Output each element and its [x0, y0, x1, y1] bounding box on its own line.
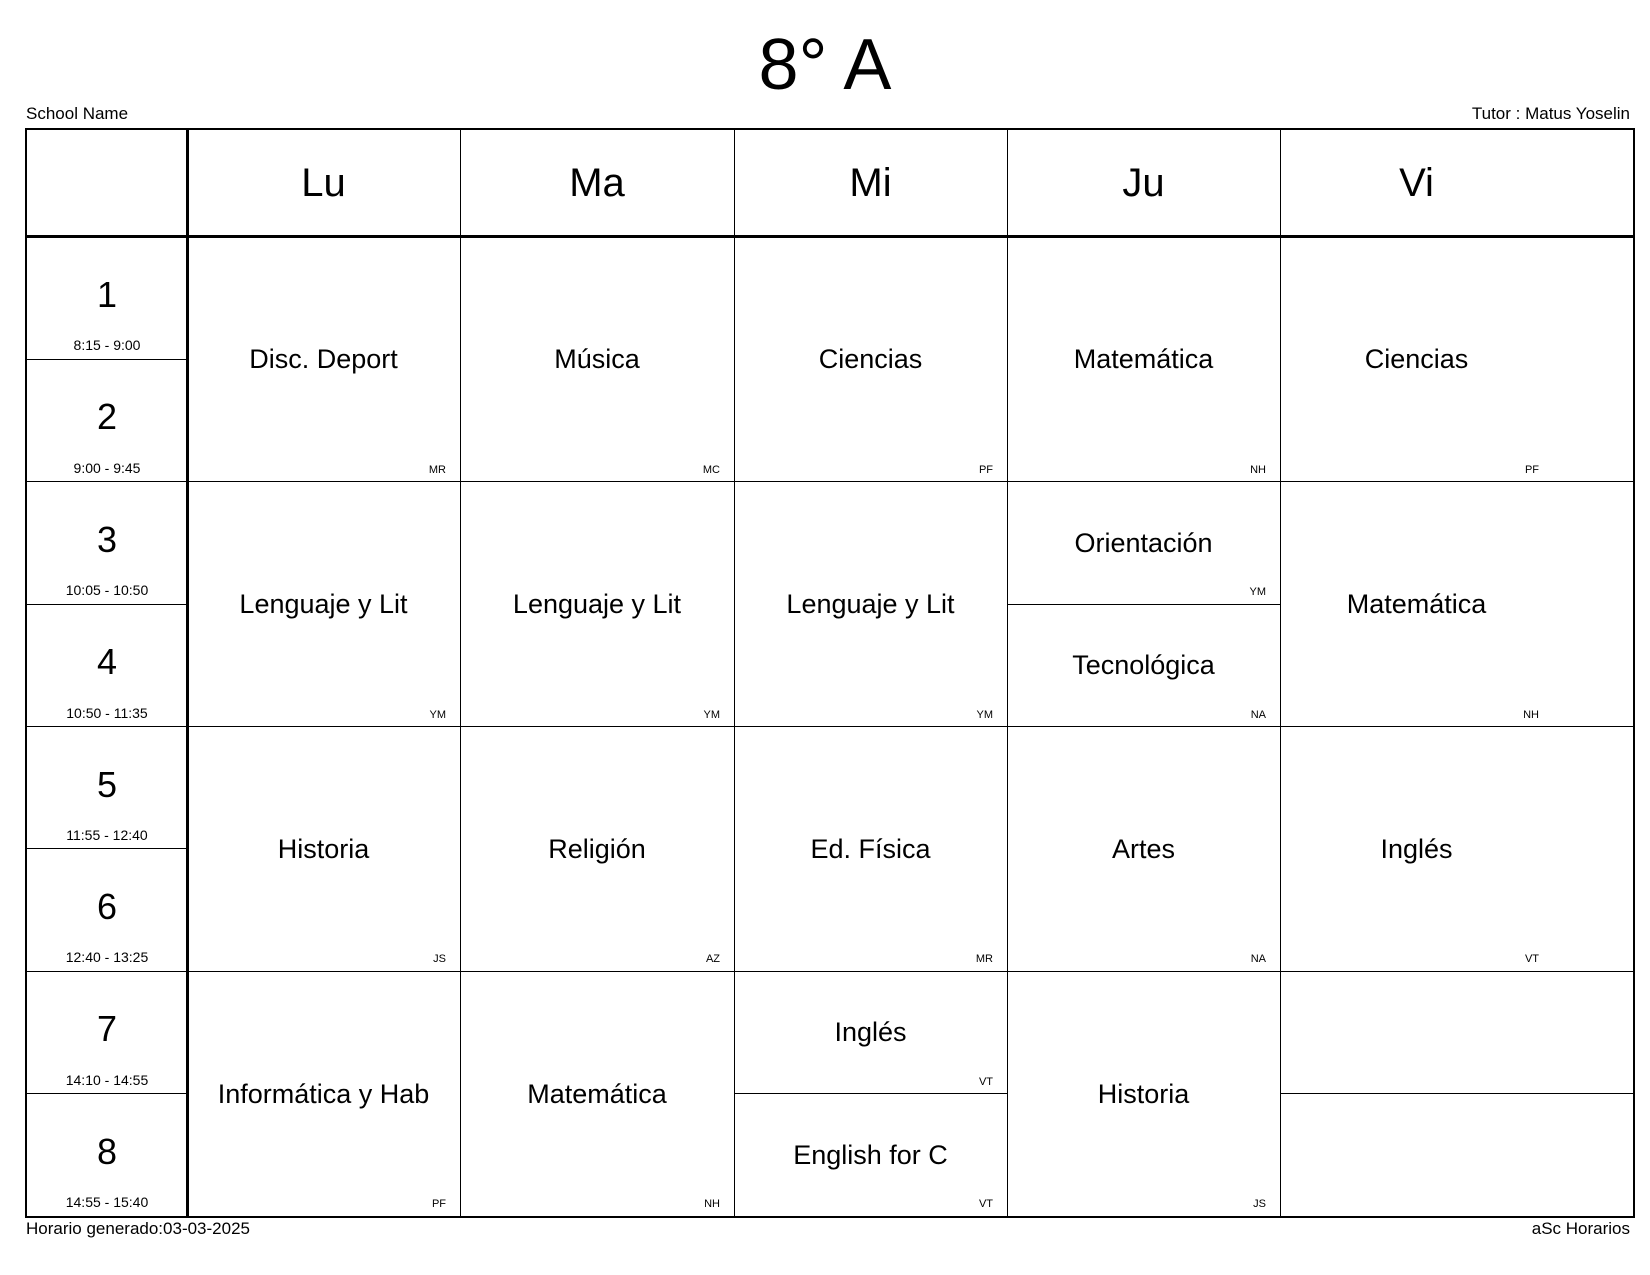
software-label: aSc Horarios [1531, 1219, 1630, 1238]
lesson-cell[interactable] [734, 727, 1007, 972]
column-divider [1280, 130, 1281, 1216]
period-5 [27, 727, 187, 849]
period-8 [27, 1094, 187, 1216]
period-1 [27, 237, 187, 359]
lesson-cell[interactable] [187, 237, 460, 482]
lesson-subject: Ed. Física [810, 833, 931, 864]
period-number: 1 [96, 274, 118, 315]
lesson-cell[interactable] [1007, 604, 1280, 726]
column-divider [460, 130, 461, 1216]
lesson-teacher: NH [1523, 708, 1539, 721]
row-divider [27, 726, 1633, 727]
period-divider [27, 359, 187, 360]
lesson-cell[interactable] [1007, 971, 1280, 1216]
period-time: 10:50 - 11:35 [66, 704, 148, 721]
lesson-teacher: MC [702, 463, 720, 476]
lesson-cell[interactable] [1007, 482, 1280, 604]
period-time: 14:55 - 15:40 [65, 1194, 149, 1210]
timetable-grid [25, 128, 1635, 1218]
lesson-subject: Ciencias [1364, 344, 1469, 375]
lesson-teacher: JS [1253, 1198, 1266, 1210]
lesson-subject: Inglés [834, 1017, 907, 1048]
period-number: 8 [96, 1130, 118, 1172]
empty-lesson-cell[interactable] [1280, 1094, 1553, 1216]
lesson-teacher: PF [1524, 463, 1539, 476]
lesson-subject: Matemática [1346, 589, 1487, 620]
period-divider [27, 1093, 187, 1094]
lesson-teacher: YM [703, 708, 720, 721]
period-number: 5 [96, 763, 118, 805]
period-column-divider [186, 130, 189, 1216]
lesson-teacher: PF [978, 463, 993, 476]
lesson-cell[interactable] [1280, 237, 1553, 482]
period-time: 11:55 - 12:40 [66, 826, 148, 843]
lesson-subject: Inglés [1380, 833, 1453, 864]
lesson-teacher: MR [975, 953, 993, 966]
lesson-cell[interactable] [187, 971, 460, 1216]
school-name: School Name [26, 104, 129, 123]
period-7 [27, 971, 187, 1093]
header-divider [27, 235, 1633, 238]
lesson-teacher: YM [429, 708, 446, 721]
period-number: 2 [96, 396, 118, 438]
lesson-teacher: YM [1249, 586, 1266, 599]
lesson-cell[interactable] [1007, 727, 1280, 972]
lesson-subject: Historia [1097, 1078, 1190, 1109]
lesson-cell[interactable] [1007, 237, 1280, 482]
lesson-teacher: NA [1250, 708, 1266, 721]
corner-cell [27, 130, 187, 237]
period-number: 6 [96, 885, 118, 927]
period-time: 12:40 - 13:25 [65, 949, 149, 966]
split-divider [734, 1093, 1007, 1094]
lesson-subject: Tecnológica [1072, 650, 1215, 681]
generated-date: Horario generado:03-03-2025 [26, 1219, 250, 1238]
lesson-cell[interactable] [1280, 482, 1553, 727]
lesson-subject: English for C [793, 1139, 948, 1170]
lesson-teacher: NA [1250, 953, 1266, 966]
lesson-subject: Ciencias [818, 344, 923, 375]
lesson-teacher: AZ [705, 953, 720, 966]
column-divider [1007, 130, 1008, 1216]
day-header-ma: Ma [569, 161, 625, 205]
tutor-label: Tutor : Matus Yoselin [1471, 104, 1630, 123]
lesson-subject: Disc. Deport [249, 344, 398, 375]
lesson-cell[interactable] [460, 482, 734, 727]
empty-lesson-cell[interactable] [1280, 971, 1553, 1093]
day-header-vi: Vi [1399, 161, 1434, 205]
lesson-teacher: PF [431, 1198, 446, 1210]
period-4 [27, 604, 187, 726]
day-header-lu: Lu [301, 161, 346, 205]
lesson-cell[interactable] [734, 237, 1007, 482]
period-time: 14:10 - 14:55 [65, 1071, 149, 1088]
period-time: 9:00 - 9:45 [73, 459, 141, 476]
period-number: 4 [96, 641, 118, 683]
lesson-subject: Lenguaje y Lit [786, 589, 955, 620]
lesson-subject: Matemática [1073, 344, 1214, 375]
lesson-subject: Religión [548, 833, 646, 864]
period-time: 10:05 - 10:50 [65, 582, 149, 599]
lesson-teacher: NH [1250, 463, 1266, 476]
lesson-subject: Música [554, 344, 640, 375]
column-divider [734, 130, 735, 1216]
lesson-subject: Lenguaje y Lit [239, 589, 408, 620]
day-header-mi: Mi [849, 161, 892, 205]
lesson-cell[interactable] [734, 1094, 1007, 1216]
lesson-teacher: VT [978, 1198, 993, 1210]
lesson-subject: Historia [277, 833, 370, 864]
lesson-subject: Artes [1111, 833, 1176, 864]
lesson-teacher: JS [433, 953, 446, 966]
period-3 [27, 482, 187, 604]
lesson-teacher: NH [704, 1198, 720, 1210]
lesson-cell[interactable] [460, 237, 734, 482]
split-divider [1280, 1093, 1633, 1094]
lesson-teacher: YM [976, 708, 993, 721]
period-divider [27, 604, 187, 605]
lesson-cell[interactable] [460, 727, 734, 972]
lesson-cell[interactable] [1280, 727, 1553, 972]
row-divider [27, 481, 1633, 482]
lesson-subject: Lenguaje y Lit [512, 589, 682, 620]
lesson-cell[interactable] [187, 482, 460, 727]
period-time: 8:15 - 9:00 [73, 337, 141, 354]
period-divider [27, 848, 187, 849]
lesson-cell[interactable] [187, 727, 460, 972]
period-6 [27, 849, 187, 971]
lesson-cell[interactable] [734, 482, 1007, 727]
lesson-cell[interactable] [734, 971, 1007, 1093]
lesson-teacher: MR [428, 463, 446, 476]
lesson-teacher: VT [1524, 953, 1539, 966]
period-number: 3 [96, 518, 118, 560]
row-divider [27, 971, 1633, 972]
split-divider [1007, 604, 1280, 605]
lesson-cell[interactable] [460, 971, 734, 1216]
lesson-teacher: VT [978, 1075, 993, 1088]
lesson-subject: Matemática [527, 1078, 667, 1109]
lesson-subject: Informática y Hab [217, 1078, 430, 1109]
period-2 [27, 359, 187, 481]
day-header-ju: Ju [1122, 161, 1165, 205]
period-number: 7 [96, 1008, 118, 1050]
lesson-subject: Orientación [1074, 527, 1213, 558]
page-title: 8° A [758, 25, 892, 105]
